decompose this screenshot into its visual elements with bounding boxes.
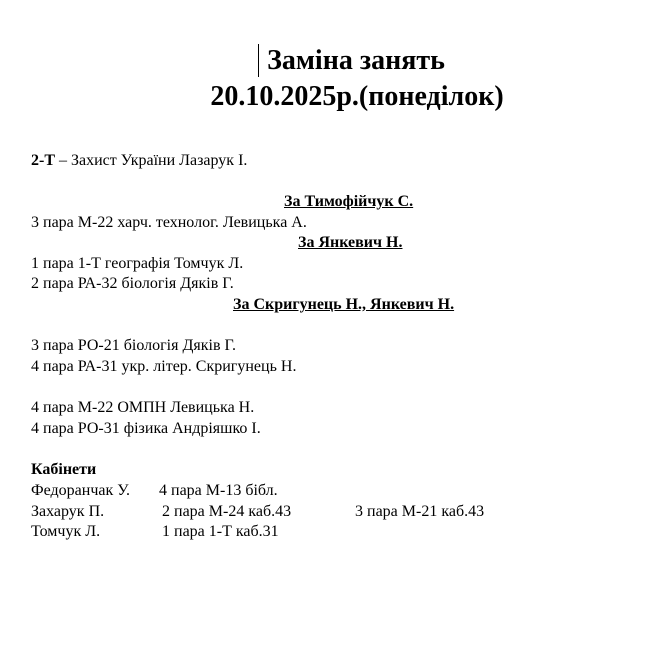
page-title: Заміна занять <box>267 45 445 76</box>
schedule-line: 4 пара РО-31 фізика Андріяшко І. <box>31 420 261 437</box>
cabinet-teacher: Захарук П. <box>31 503 105 520</box>
cabinet-teacher: Томчук Л. <box>31 523 101 540</box>
cabinet-entry: 3 пара М-21 каб.43 <box>355 503 485 520</box>
cabinet-entry: 1 пара 1-Т каб.31 <box>162 523 279 540</box>
cabinet-teacher: Федоранчак У. <box>31 482 130 499</box>
group-code: 2-Т <box>31 152 55 169</box>
cabinets-heading: Кабінети <box>31 461 97 478</box>
section-heading-timofiychuk: За Тимофійчук С. <box>284 193 414 210</box>
group-note-text: – Захист України Лазарук І. <box>55 152 248 169</box>
schedule-line: 3 пара М-22 харч. технолог. Левицька А. <box>31 214 307 231</box>
schedule-line: 2 пара РА-32 біологія Дяків Г. <box>31 275 234 292</box>
page-date: 20.10.2025р.(понеділок) <box>210 81 504 112</box>
schedule-line: 4 пара РА-31 укр. літер. Скригунець Н. <box>31 358 297 375</box>
schedule-line: 3 пара РО-21 біологія Дяків Г. <box>31 337 236 354</box>
section-heading-yankevych: За Янкевич Н. <box>298 234 403 251</box>
group-note <box>31 151 247 171</box>
cabinet-entry: 2 пара М-24 каб.43 <box>162 503 292 520</box>
section-heading-skryhunets-yankevych: За Скригунець Н., Янкевич Н. <box>233 296 455 313</box>
cabinet-entry: 4 пара М-13 бібл. <box>159 482 278 499</box>
schedule-line: 4 пара М-22 ОМПН Левицька Н. <box>31 399 255 416</box>
schedule-line: 1 пара 1-Т географія Томчук Л. <box>31 255 244 272</box>
